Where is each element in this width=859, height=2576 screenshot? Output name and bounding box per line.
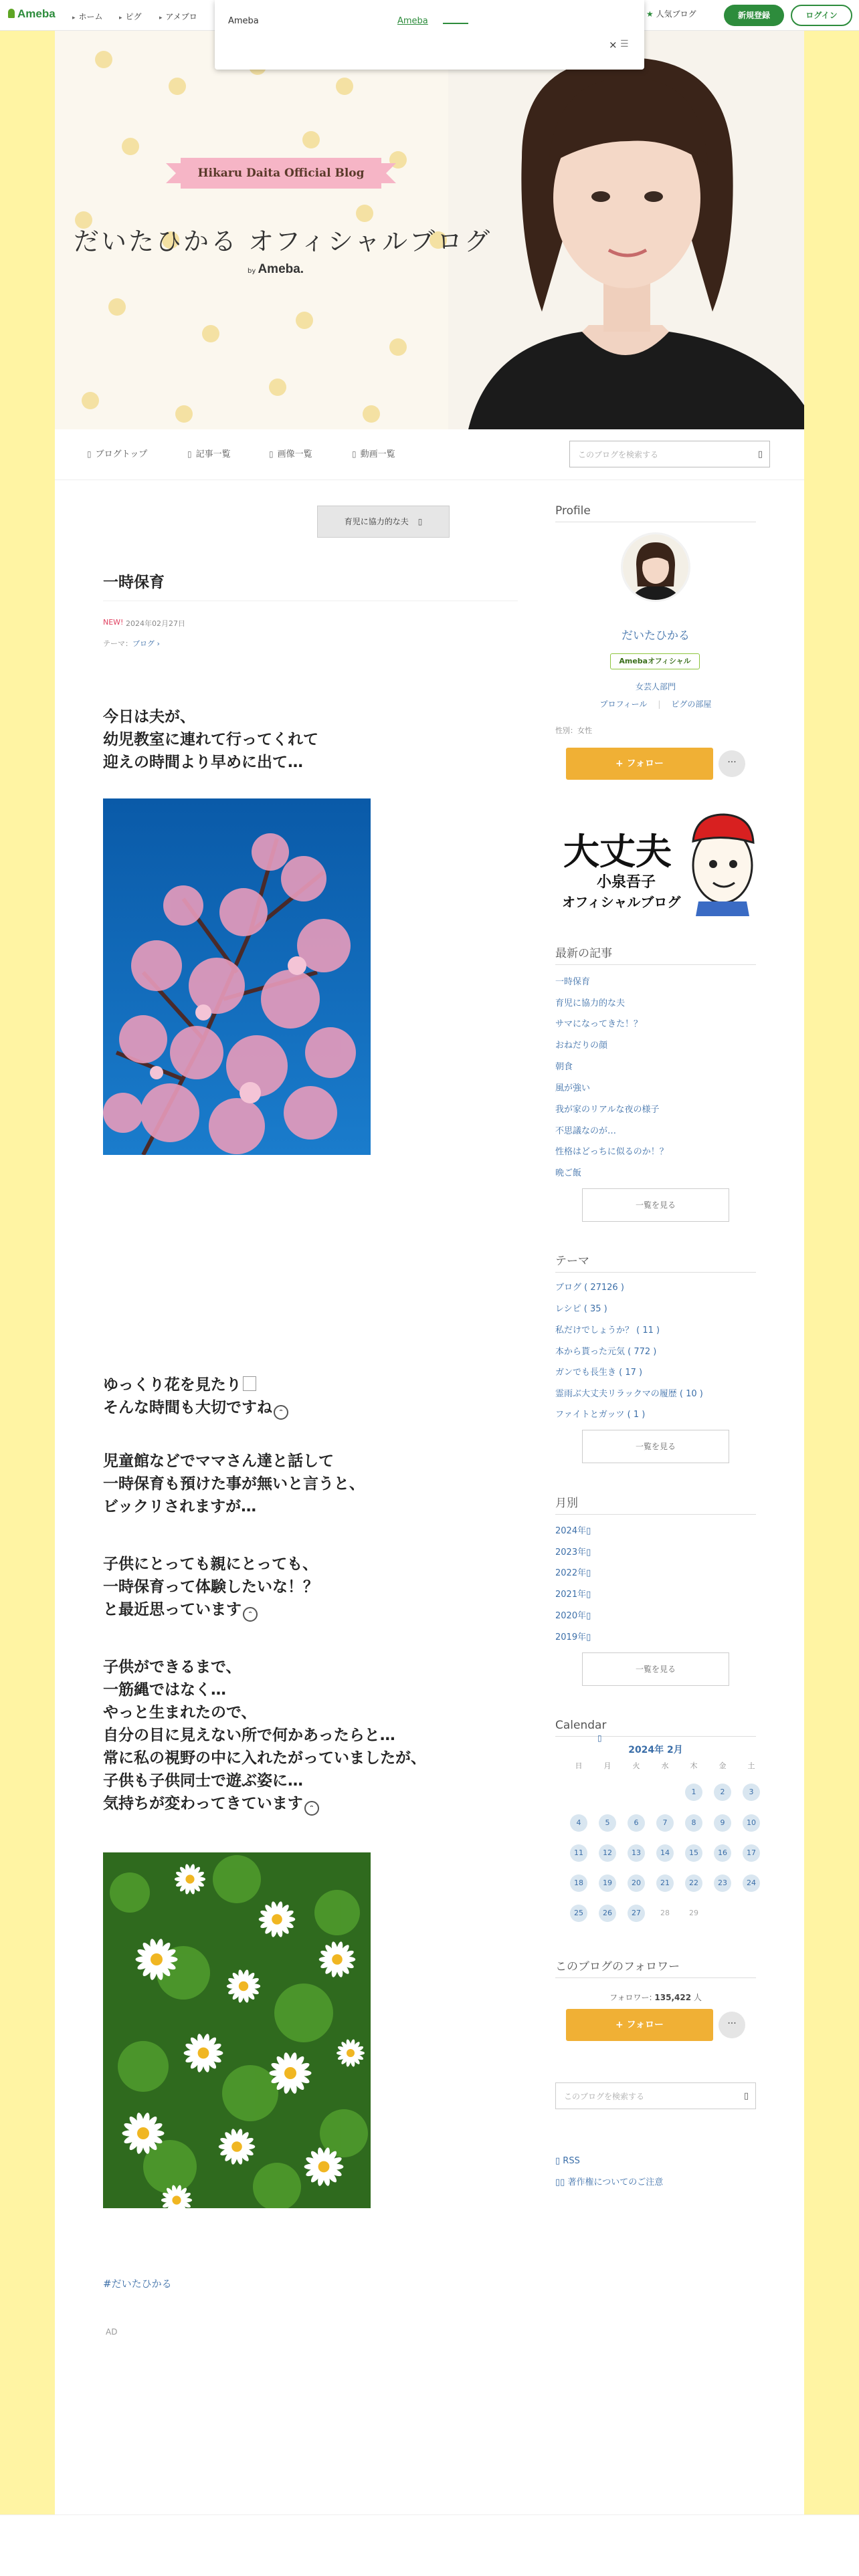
- search-icon[interactable]: ▯: [757, 449, 763, 459]
- polka-dot: [302, 131, 320, 148]
- popular-blog-link[interactable]: ★ 人気ブログ: [646, 9, 696, 19]
- calendar-weekday: 金: [719, 1761, 727, 1770]
- calendar-weekday: 日: [575, 1761, 583, 1770]
- avatar[interactable]: [621, 532, 690, 602]
- calendar-day[interactable]: 23: [714, 1874, 731, 1892]
- blog-title[interactable]: だいたひかる オフィシャルブログ: [74, 227, 492, 256]
- calendar-day[interactable]: 13: [628, 1844, 645, 1862]
- recent-see-all-button[interactable]: 一覧を見る: [582, 1188, 729, 1222]
- paragraph-2: ゆっくり花を見たり そんな時間も大切ですね ᵔ: [103, 1374, 288, 1420]
- calendar-day[interactable]: 14: [656, 1844, 674, 1862]
- calendar-day: 28: [660, 1909, 670, 1917]
- calendar-day: 29: [689, 1909, 698, 1917]
- emoji-icon: ᵔ: [274, 1405, 288, 1420]
- theme-see-all-button[interactable]: 一覧を見る: [582, 1430, 729, 1463]
- calendar-weekday: 木: [690, 1761, 698, 1770]
- recent-article-link[interactable]: 朝食: [555, 1062, 573, 1072]
- recent-articles-heading: 最新の記事: [555, 944, 756, 965]
- polka-dot: [269, 379, 286, 396]
- banner-name-text: 小泉吾子: [597, 874, 656, 891]
- pigg-room-link[interactable]: ピグの部屋: [671, 700, 712, 709]
- calendar-day[interactable]: 21: [656, 1874, 674, 1892]
- calendar-month-title: 2024年 2月: [628, 1745, 683, 1755]
- calendar-day[interactable]: 25: [570, 1905, 587, 1922]
- calendar-day[interactable]: 8: [685, 1814, 702, 1832]
- popup-title: Ameba: [228, 16, 259, 26]
- register-button[interactable]: 新規登録: [724, 5, 784, 26]
- recent-article-link[interactable]: 不思議なのが…: [555, 1126, 617, 1136]
- profile-heading: Profile: [555, 504, 756, 522]
- polka-dot: [108, 298, 126, 316]
- calendar-weekday: 水: [661, 1761, 669, 1770]
- blog-search-input[interactable]: このブログを検索する ▯: [569, 441, 770, 467]
- profile-link[interactable]: プロフィール: [599, 700, 648, 709]
- search-icon[interactable]: ▯: [743, 2091, 749, 2101]
- profile-name[interactable]: だいたひかる: [622, 629, 690, 643]
- theme-link[interactable]: 霊雨ぶ大丈夫リラックマの履歴 ( 10 ): [555, 1389, 703, 1399]
- paragraph-4: 子供にとっても親にとっても、 一時保育って体験したいな！？ と最近思っています ᵔ: [103, 1553, 318, 1622]
- polka-dot: [169, 78, 186, 95]
- theme-link[interactable]: ファイトとガッツ ( 1 ): [555, 1410, 646, 1420]
- calendar-day[interactable]: 10: [743, 1814, 760, 1832]
- banner-sub-text: オフィシャルブログ: [562, 894, 681, 910]
- nav-image-list[interactable]: ▯ 画像一覧: [269, 447, 312, 459]
- month-icon: ▯: [586, 1590, 591, 1600]
- emoji-icon: ᵔ: [304, 1801, 319, 1816]
- article-title[interactable]: 一時保育: [103, 574, 165, 591]
- recent-article-link[interactable]: 一時保育: [555, 977, 591, 987]
- polka-dot: [296, 312, 313, 329]
- theme-link[interactable]: ブログ: [132, 639, 155, 648]
- monthly-heading: 月別: [555, 1493, 756, 1515]
- hashtag-link[interactable]: #だいたひかる: [103, 2278, 172, 2290]
- menu-icon[interactable]: ☰: [620, 39, 629, 49]
- recent-article-link[interactable]: 性格はどっちに似るのか！？: [555, 1147, 668, 1157]
- rss-icon: ▯: [555, 2156, 561, 2166]
- cherry-blossom-photo[interactable]: [103, 798, 371, 1155]
- recent-article-link[interactable]: 晩ご飯: [555, 1168, 582, 1178]
- polka-dot: [95, 51, 112, 68]
- recent-article-link[interactable]: サマになってきた！？: [555, 1019, 643, 1029]
- calendar-day[interactable]: 18: [570, 1874, 587, 1892]
- copyright-notice-link[interactable]: ▯▯ 著作権についてのご注意: [555, 2177, 664, 2187]
- page-footer: [0, 2514, 859, 2576]
- month-link[interactable]: 2021年▯: [555, 1590, 591, 1600]
- emoji-icon: ᵔ: [243, 1607, 258, 1622]
- month-link[interactable]: 2024年▯: [555, 1526, 591, 1536]
- broken-image-icon: [243, 1376, 256, 1391]
- paragraph-5: 子供ができるまで、 一筋縄ではなく… やっと生まれたので、 自分の目に見えない所で何かあったらと… 常に私の視野の中に入れたがっていましたが、 子供も子供同士で遊ぶ姿に… 気持ちが変わってきています ᵔ: [103, 1656, 426, 1816]
- chevron-right-icon: ›: [157, 639, 160, 648]
- official-blog-banner[interactable]: [555, 808, 756, 916]
- star-icon: ★: [646, 9, 654, 19]
- follow-button[interactable]: + フォロー: [566, 748, 713, 780]
- close-icon[interactable]: ×: [609, 39, 617, 51]
- theme-link[interactable]: ガンでも長生き ( 17 ): [555, 1368, 643, 1378]
- month-link[interactable]: 2019年▯: [555, 1632, 591, 1642]
- month-link[interactable]: 2020年▯: [555, 1611, 591, 1621]
- notification-popup: [215, 0, 644, 70]
- calendar-day[interactable]: 5: [599, 1814, 616, 1832]
- nav-blog-top[interactable]: ▯ ブログトップ: [87, 447, 147, 459]
- follow-button-bottom[interactable]: + フォロー: [566, 2009, 713, 2041]
- login-button[interactable]: ログイン: [791, 5, 852, 26]
- new-badge: NEW!: [103, 618, 124, 627]
- rss-link[interactable]: ▯ RSS: [555, 2156, 580, 2166]
- month-link[interactable]: 2023年▯: [555, 1547, 591, 1558]
- nav-article-list[interactable]: ▯ 記事一覧: [187, 447, 231, 459]
- topnav-pigg[interactable]: ▸ ピグ: [119, 11, 142, 22]
- polka-dot: [202, 325, 219, 342]
- daisy-flowers-photo[interactable]: [103, 1852, 371, 2208]
- more-options-button-bottom[interactable]: ···: [719, 2012, 745, 2038]
- topnav-home[interactable]: ▸ ホーム: [72, 11, 103, 22]
- nav-video-list[interactable]: ▯ 動画一覧: [352, 447, 395, 459]
- calendar-day[interactable]: 16: [714, 1844, 731, 1862]
- calendar-day[interactable]: 24: [743, 1874, 760, 1892]
- blog-subtitle-ribbon: Hikaru Daita Official Blog: [181, 158, 381, 189]
- popup-ameba-link[interactable]: Ameba: [397, 16, 428, 26]
- month-icon: ▯: [586, 1568, 591, 1578]
- theme-link[interactable]: 本から貰った元気 ( 772 ): [555, 1347, 657, 1357]
- theme-link[interactable]: レシピ ( 35 ): [555, 1304, 607, 1314]
- polka-dot: [363, 405, 380, 423]
- calendar-weekday: 土: [747, 1761, 755, 1770]
- calendar-day[interactable]: 7: [656, 1814, 674, 1832]
- paragraph-1: 今日は夫が、 幼児教室に連れて行ってくれて 迎えの時間より早めに出て…: [103, 708, 318, 771]
- calendar-day[interactable]: 19: [599, 1874, 616, 1892]
- polka-dot: [82, 392, 99, 409]
- by-ameba-mark: by Ameba.: [248, 262, 304, 276]
- recent-article-link[interactable]: 育児に協力的な夫: [555, 998, 626, 1008]
- category-button[interactable]: 育児に協力的な夫 ▯: [317, 506, 450, 538]
- calendar-day[interactable]: 15: [685, 1844, 702, 1862]
- calendar-weekday: 火: [632, 1761, 640, 1770]
- link-separator: |: [658, 700, 661, 709]
- popup-underline: [443, 23, 468, 24]
- theme-heading: テーマ: [555, 1251, 756, 1273]
- calendar-day[interactable]: 4: [570, 1814, 587, 1832]
- calendar-day[interactable]: 17: [743, 1844, 760, 1862]
- month-see-all-button[interactable]: 一覧を見る: [582, 1652, 729, 1686]
- calendar-day[interactable]: 20: [628, 1874, 645, 1892]
- calendar-day[interactable]: 9: [714, 1814, 731, 1832]
- paragraph-3: 児童館などでママさん達と話して 一時保育も預けた事が無いと言うと、 ビックリされますが…: [103, 1453, 365, 1515]
- article-theme: テーマ：ブログ ›: [103, 639, 160, 648]
- theme-link[interactable]: 私だけでしょうか？ ( 11 ): [555, 1325, 660, 1335]
- sidebar-search-input[interactable]: このブログを検索する ▯: [555, 2082, 756, 2109]
- calendar-day[interactable]: 3: [743, 1784, 760, 1801]
- recent-article-link[interactable]: 風が強い: [555, 1083, 591, 1093]
- banner-main-text: 大丈夫: [563, 831, 672, 873]
- calendar-day[interactable]: 11: [570, 1844, 587, 1862]
- followers-count: フォロワー: 135,422 人: [609, 1993, 702, 2002]
- month-link[interactable]: 2022年▯: [555, 1568, 591, 1578]
- month-icon: ▯: [586, 1547, 591, 1558]
- calendar-heading: Calendar: [555, 1719, 756, 1737]
- article-date: 2024年02月27日: [126, 619, 185, 628]
- profile-sex: 性別：女性: [555, 726, 592, 735]
- polka-dot: [389, 338, 407, 356]
- profile-department[interactable]: 女芸人部門: [635, 682, 676, 691]
- month-icon: ▯: [586, 1526, 591, 1536]
- calendar-day[interactable]: 1: [685, 1784, 702, 1801]
- calendar-day[interactable]: 6: [628, 1814, 645, 1832]
- calendar-day[interactable]: 27: [628, 1905, 645, 1922]
- topnav-ameblo[interactable]: ▸ アメブロ: [159, 11, 197, 22]
- polka-dot: [336, 78, 353, 95]
- month-icon: ▯: [586, 1632, 591, 1642]
- more-options-button[interactable]: ···: [719, 750, 745, 777]
- profile-links: [555, 698, 756, 710]
- calendar-day[interactable]: 22: [685, 1874, 702, 1892]
- calendar-prev-icon[interactable]: ▯: [597, 1733, 602, 1743]
- copyright-icon: ▯▯: [555, 2177, 565, 2187]
- calendar-weekday: 月: [603, 1761, 611, 1770]
- calendar-day[interactable]: 2: [714, 1784, 731, 1801]
- calendar-day[interactable]: 26: [599, 1905, 616, 1922]
- ad-label: AD: [106, 2327, 118, 2337]
- category-icon: ▯: [417, 517, 423, 526]
- calendar-day[interactable]: 12: [599, 1844, 616, 1862]
- month-icon: ▯: [586, 1611, 591, 1621]
- recent-article-link[interactable]: 我が家のリアルな夜の様子: [555, 1105, 660, 1115]
- theme-link[interactable]: ブログ ( 27126 ): [555, 1283, 624, 1293]
- followers-heading: このブログのフォロワー: [555, 1957, 756, 1978]
- official-badge: Amebaオフィシャル: [610, 653, 700, 669]
- recent-article-link[interactable]: おねだりの顔: [555, 1041, 608, 1051]
- blogger-portrait: [448, 31, 804, 429]
- ameba-logo[interactable]: Ameba: [8, 7, 56, 21]
- polka-dot: [175, 405, 193, 423]
- polka-dot: [356, 205, 373, 222]
- polka-dot: [122, 138, 139, 155]
